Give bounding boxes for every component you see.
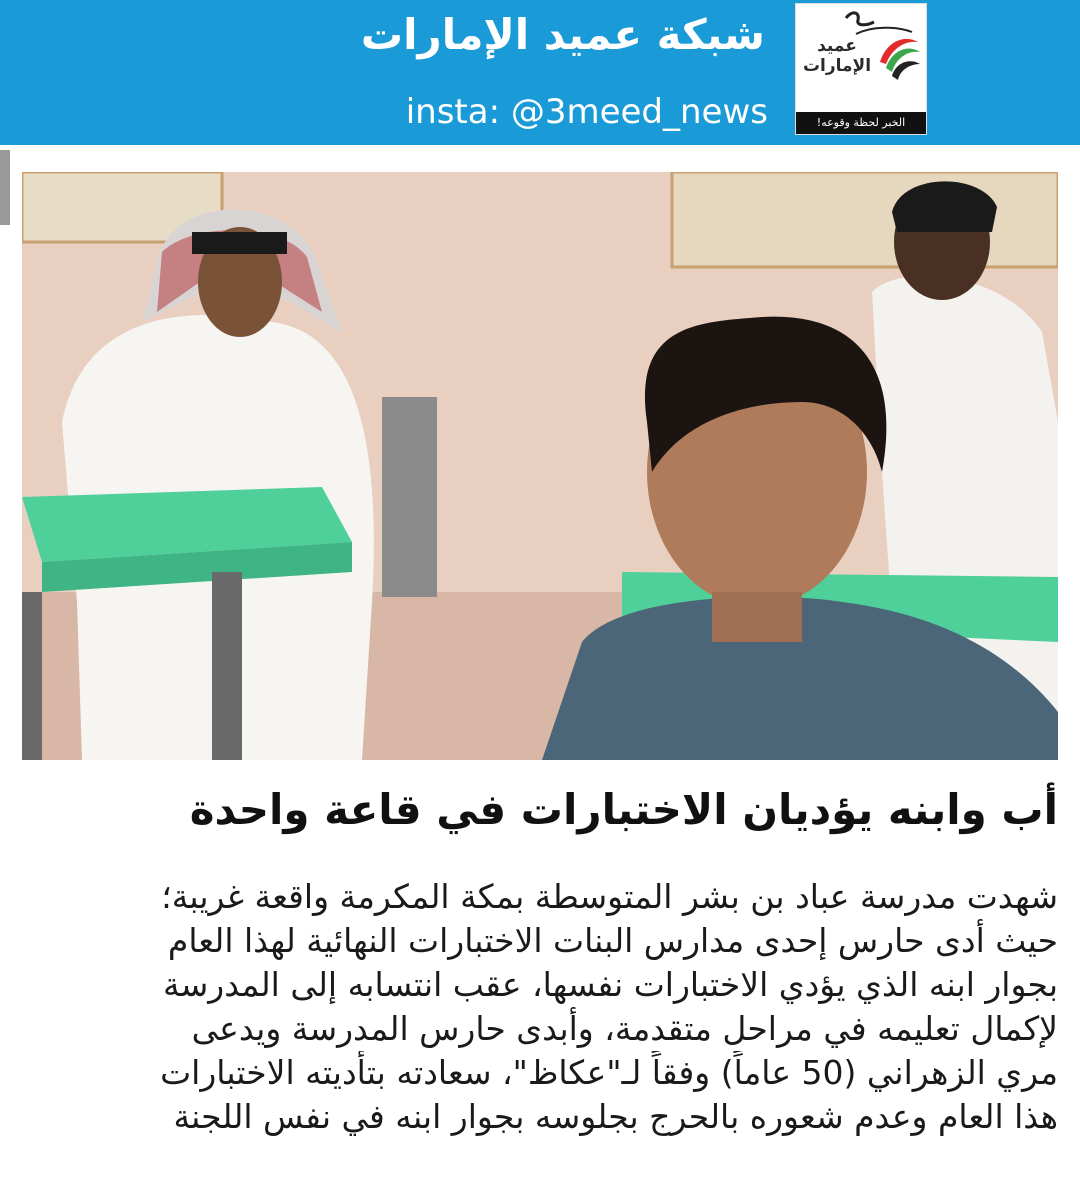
article-headline: أب وابنه يؤديان الاختبارات في قاعة واحدة xyxy=(189,785,1058,834)
brand-logo xyxy=(795,3,927,135)
article-line: بجوار ابنه الذي يؤدي الاختبارات نفسها، عقب انتسابه إلى المدرسة xyxy=(162,965,1058,1004)
instagram-handle[interactable]: insta: @3meed_news xyxy=(405,92,768,132)
article-line: لإكمال تعليمه في مراحل متقدمة، وأبدى حارس المدرسة ويدعى xyxy=(191,1009,1058,1048)
top-banner xyxy=(0,0,1080,145)
article-line: هذا العام وعدم شعوره بالحرج بجلوسه بجوار ابنه في نفس اللجنة xyxy=(173,1097,1058,1136)
article-line: حيث أدى حارس إحدى مدارس البنات الاختبارات النهائية لهذا العام xyxy=(167,921,1058,960)
scroll-indicator xyxy=(0,150,10,225)
article-body xyxy=(22,875,1058,1139)
news-photo xyxy=(22,172,1058,760)
logo-tagline: الخبر لحظة وقوعه! xyxy=(796,112,926,134)
network-title: شبكة عميد الإمارات xyxy=(360,10,765,59)
article-line: مري الزهراني (50 عاماً) وفقاً لـ"عكاظ"، سعادته بتأديته الاختبارات xyxy=(160,1053,1058,1092)
article-line: شهدت مدرسة عباد بن بشر المتوسطة بمكة المكرمة واقعة غريبة؛ xyxy=(161,877,1058,916)
logo-name: عميد الإمارات xyxy=(802,36,872,76)
